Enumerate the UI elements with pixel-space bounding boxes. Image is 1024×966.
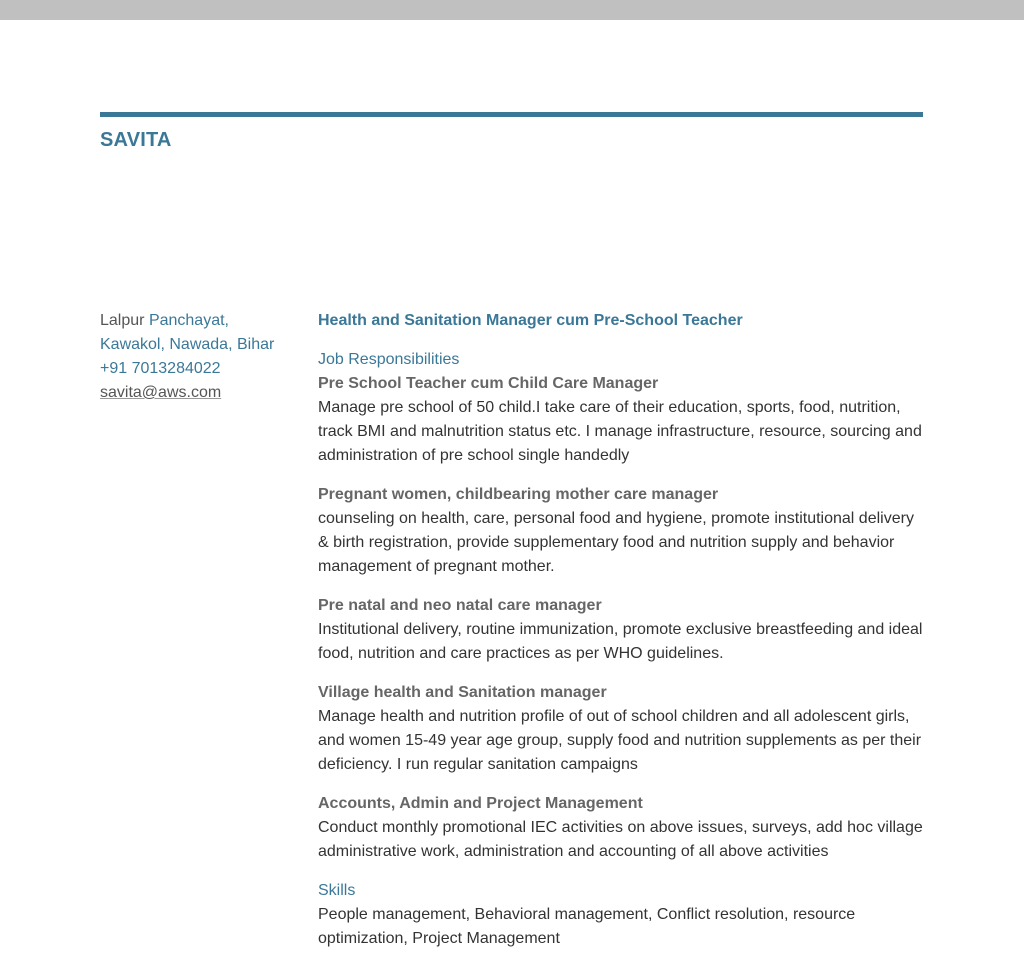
role-description: Manage health and nutrition profile of out of school children and all adolescent girls, and women 15-49 year age group, supply food and nutrition supplements as per their deficiency. I run regular sanitation campaigns [318,708,922,773]
address-village: Lalpur [100,312,145,329]
address-panchayat: Panchayat, [148,312,229,329]
role-title: Accounts, Admin and Project Management [318,795,643,812]
top-bar [0,0,1024,20]
role-item [318,372,928,468]
role-title: Pre School Teacher cum Child Care Manager [318,375,659,392]
role-title: Village health and Sanitation manager [318,684,607,701]
role-item [318,792,928,864]
contact-block [100,309,300,405]
role-item [318,594,928,666]
address-line-2: Kawakol, Nawada, Bihar [100,336,275,353]
email-link[interactable]: savita@aws.com [100,384,222,401]
role-description: Manage pre school of 50 child.I take care of their education, sports, food, nutrition, track BMI and malnutrition status etc. I manage infrastructure, resource, sourcing and administration of pre school single handedly [318,399,922,464]
role-description: Conduct monthly promotional IEC activities on above issues, surveys, add hoc village administrative work, administration and accounting of all above activities [318,819,923,860]
address-line-1 [100,309,300,333]
main-content [318,309,928,951]
header-rule [100,112,923,117]
phone-number[interactable]: +91 7013284022 [100,360,221,377]
job-title: Health and Sanitation Manager cum Pre-School Teacher [318,312,743,329]
skills-list: People management, Behavioral management, Conflict resolution, resource optimization, Project Management [318,906,856,947]
role-item [318,483,928,579]
role-title: Pre natal and neo natal care manager [318,597,602,614]
responsibilities-heading: Job Responsibilities [318,351,460,368]
role-description: counseling on health, care, personal food and hygiene, promote institutional delivery & birth registration, provide supplementary food and nutrition supply and behavior management of pregnant mother. [318,510,914,575]
skills-heading: Skills [318,882,356,899]
role-title: Pregnant women, childbearing mother care manager [318,486,719,503]
candidate-name: SAVITA [100,129,172,151]
role-item [318,681,928,777]
role-description: Institutional delivery, routine immunization, promote exclusive breastfeeding and ideal food, nutrition and care practices as per WHO guidelines. [318,621,923,662]
